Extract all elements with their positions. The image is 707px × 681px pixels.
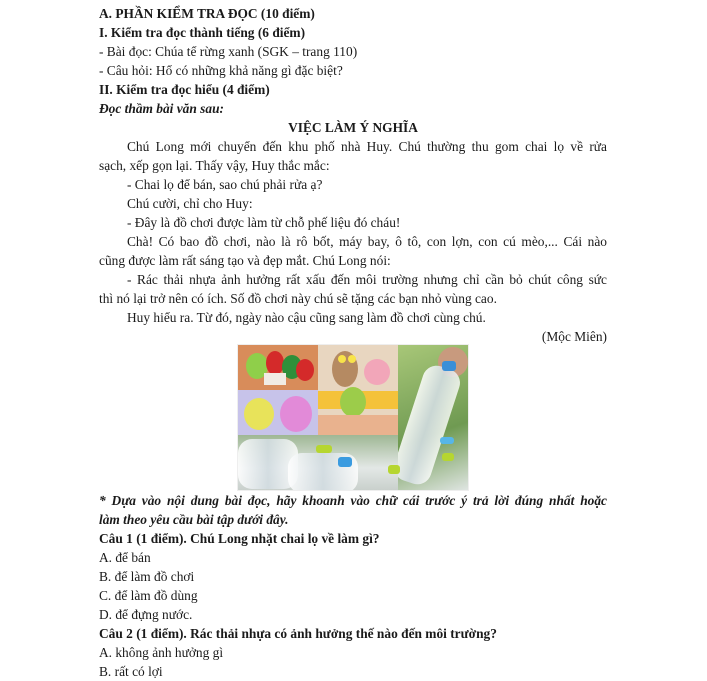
exercise-instruction: * Dựa vào nội dung bài đọc, hãy khoanh vào chữ cái trước ý trả lời đúng nhất hoặc — [99, 493, 607, 508]
story-line: - Chai lọ để bán, sao chú phải rửa ạ? — [127, 177, 323, 192]
question-1-prompt: Câu 1 (1 điểm). Chú Long nhặt chai lọ về làm gì? — [99, 531, 380, 546]
part1-heading: I. Kiểm tra đọc thành tiếng (6 điểm) — [99, 25, 306, 40]
question-2-prompt: Câu 2 (1 điểm). Rác thải nhựa có ảnh hưởng thế nào đến môi trường? — [99, 626, 497, 641]
story-title: VIỆC LÀM Ý NGHĨA — [288, 120, 418, 135]
story-line: Chú cười, chỉ cho Huy: — [127, 196, 253, 211]
recycled-toys-image — [237, 344, 469, 491]
story-line: Chú Long mới chuyển đến khu phố nhà Huy. Chú thường thu gom chai lọ về rửa — [127, 139, 607, 154]
section-a-heading: A. PHẦN KIỂM TRA ĐỌC (10 điểm) — [99, 6, 315, 21]
pig-bank-toys-photo — [238, 390, 318, 435]
exercise-instruction-cont: làm theo yêu cầu bài tập dưới đây. — [99, 512, 289, 527]
question-2-option-b[interactable]: B. rất có lợi — [99, 664, 163, 679]
story-line: thì nó lại trở nên có ích. Số đồ chơi này chú sẽ tặng các bạn nhỏ vùng cao. — [99, 291, 497, 306]
reading-question: - Câu hỏi: Hổ có những khả năng gì đặc biệt? — [99, 63, 343, 78]
reading-assignment: - Bài đọc: Chúa tể rừng xanh (SGK – trang 110) — [99, 44, 358, 59]
question-2-option-a[interactable]: A. không ảnh hưởng gì — [99, 645, 224, 660]
story-line: Huy hiểu ra. Từ đó, ngày nào cậu cũng sang làm đồ chơi cùng chú. — [127, 310, 486, 325]
part2-heading: II. Kiểm tra đọc hiểu (4 điểm) — [99, 82, 270, 97]
story-line: sạch, xếp gọn lại. Thấy vậy, Huy thắc mắc: — [99, 158, 330, 173]
story-author: (Mộc Miên) — [541, 329, 607, 344]
apple-jars-photo — [238, 345, 318, 390]
question-1-option-c[interactable]: C. để làm đồ dùng — [99, 588, 198, 603]
story-line: - Rác thải nhựa ảnh hưởng rất xấu đến môi trường nhưng chỉ cần bỏ chút công sức — [127, 272, 607, 287]
hand-bottle-photo — [398, 345, 468, 490]
story-line: cũng được làm rất sáng tạo và đẹp mắt. Chú Long nói: — [99, 253, 391, 268]
plastic-bottles-photo — [238, 435, 398, 490]
part2-instruction: Đọc thầm bài văn sau: — [99, 101, 224, 116]
story-line: - Đây là đồ chơi được làm từ chỗ phế liệu đó cháu! — [127, 215, 401, 230]
question-1-option-b[interactable]: B. để làm đồ chơi — [99, 569, 195, 584]
question-1-option-a[interactable]: A. để bán — [99, 550, 151, 565]
question-1-option-d[interactable]: D. để đựng nước. — [99, 607, 193, 622]
story-line: Chà! Có bao đồ chơi, nào là rô bốt, máy bay, ô tô, con lợn, con cú mèo,... Cái nào — [127, 234, 607, 249]
owl-pig-toys-photo — [318, 345, 398, 435]
